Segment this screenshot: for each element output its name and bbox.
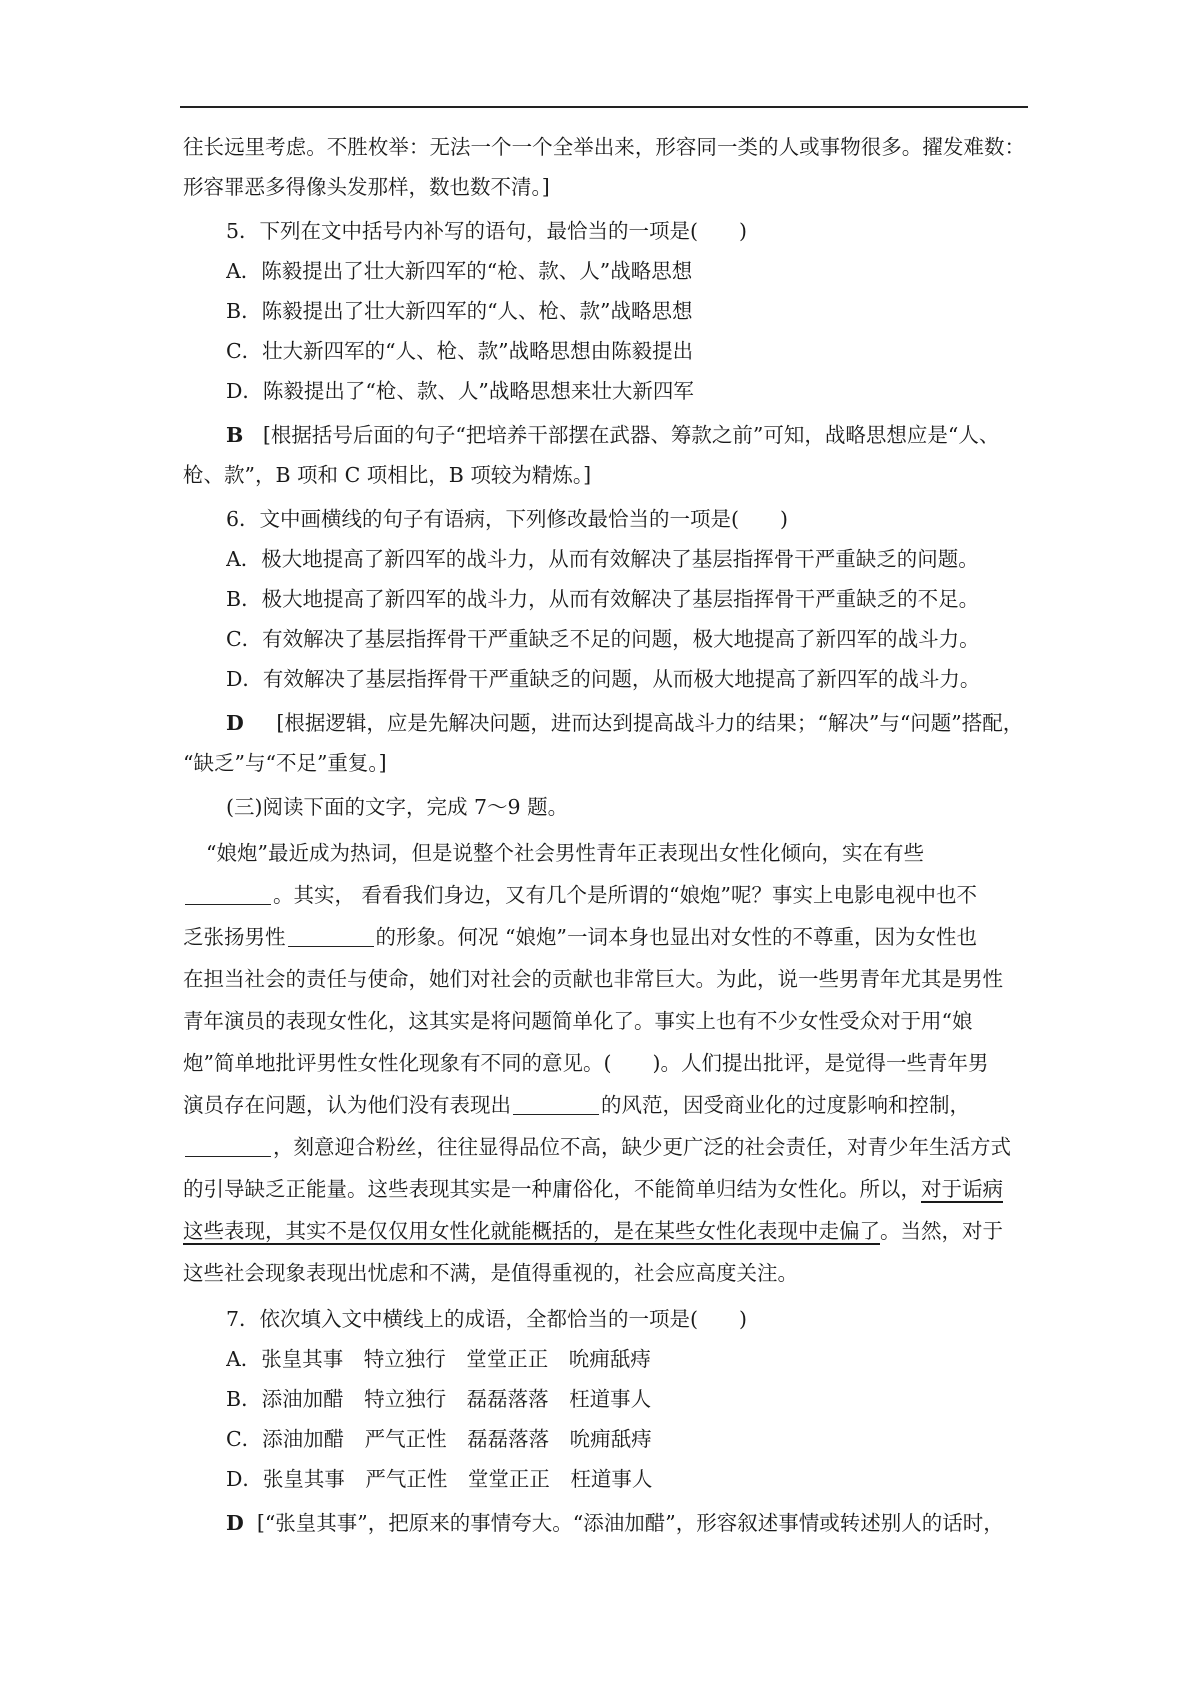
section-heading: (三)阅读下面的文字，完成 7～9 题。 bbox=[226, 795, 569, 819]
question-6: 6．文中画横线的句子有语病，下列修改最恰当的一项是( ) bbox=[226, 507, 789, 531]
passage-line: 。其实， 看看我们身边，又有几个是所谓的“娘炮”呢？事实上电影电视中也不 bbox=[183, 880, 1025, 912]
text-line: 枪、款”，B 项和 C 项相比，B 项较为精炼。] bbox=[183, 463, 592, 487]
passage-line: 演员存在问题，认为他们没有表现出 的风范，因受商业化的过度影响和控制， bbox=[183, 1093, 970, 1117]
header-rule bbox=[180, 106, 1028, 108]
passage-line: 这些表现，其实不是仅仅用女性化就能概括的，是在某些女性化表现中走偏了。当然，对于 bbox=[183, 1219, 1003, 1243]
underlined-sentence: 这些表现，其实不是仅仅用女性化就能概括的，是在某些女性化表现中走偏了 bbox=[183, 1219, 880, 1243]
passage-line: 炮”简单地批评男性女性化现象有不同的意见。( )。人们提出批评，是觉得一些青年男 bbox=[183, 1051, 989, 1075]
text-line: 往长远里考虑。不胜枚举：无法一个一个全举出来，形容同一类的人或事物很多。擢发难数： bbox=[183, 135, 1025, 159]
passage-line: ，刻意迎合粉丝，往往显得品位不高，缺少更广泛的社会责任，对青少年生活方式 bbox=[183, 1132, 1025, 1164]
answer-6 bbox=[226, 708, 1025, 740]
option-5a: A．陈毅提出了壮大新四军的“枪、款、人”战略思想 bbox=[226, 259, 693, 283]
explanation: [根据逻辑，应是先解决问题，进而达到提高战斗力的结果；“解决”与“问题”搭配， bbox=[276, 711, 1024, 735]
option-7d: D．张皇其事 严气正性 堂堂正正 枉道事人 bbox=[226, 1467, 653, 1491]
underlined-sentence: 对于诟病 bbox=[921, 1177, 1003, 1201]
fill-blank bbox=[288, 926, 374, 947]
option-7b: B．添油加醋 特立独行 磊磊落落 枉道事人 bbox=[226, 1387, 652, 1411]
answer-5 bbox=[226, 420, 1025, 452]
option-5c: C．壮大新四军的“人、枪、款”战略思想由陈毅提出 bbox=[226, 339, 694, 363]
answer-letter: D bbox=[226, 711, 244, 735]
question-7: 7．依次填入文中横线上的成语，全都恰当的一项是( ) bbox=[226, 1307, 748, 1331]
answer-7 bbox=[226, 1508, 1025, 1540]
option-6d: D．有效解决了基层指挥骨干严重缺乏的问题，从而极大地提高了新四军的战斗力。 bbox=[226, 667, 981, 691]
option-7a: A．张皇其事 特立独行 堂堂正正 吮痈舐痔 bbox=[226, 1347, 651, 1371]
question-5: 5．下列在文中括号内补写的语句，最恰当的一项是( ) bbox=[226, 219, 748, 243]
answer-letter: D bbox=[226, 1511, 244, 1535]
fill-blank bbox=[185, 1136, 271, 1157]
passage-line: 青年演员的表现女性化，这其实是将问题简单化了。事实上也有不少女性受众对于用“娘 bbox=[183, 1009, 973, 1033]
passage-line: 在担当社会的责任与使命，她们对社会的贡献也非常巨大。为此，说一些男青年尤其是男性 bbox=[183, 967, 1003, 991]
explanation: [根据括号后面的句子“把培养干部摆在武器、筹款之前”可知，战略思想应是“人、 bbox=[262, 423, 1000, 447]
passage-line: 乏张扬男性 的形象。何况 “娘炮”一词本身也显出对女性的不尊重，因为女性也 bbox=[183, 925, 977, 949]
passage-line: 的引导缺乏正能量。这些表现其实是一种庸俗化，不能简单归结为女性化。所以，对于诟病 bbox=[183, 1177, 1003, 1201]
fill-blank bbox=[185, 884, 271, 905]
text-line: “缺乏”与“不足”重复。] bbox=[183, 751, 387, 775]
option-7c: C．添油加醋 严气正性 磊磊落落 吮痈舐痔 bbox=[226, 1427, 652, 1451]
answer-letter: B bbox=[226, 423, 244, 447]
option-6b: B．极大地提高了新四军的战斗力，从而有效解决了基层指挥骨干严重缺乏的不足。 bbox=[226, 587, 980, 611]
option-5b: B．陈毅提出了壮大新四军的“人、枪、款”战略思想 bbox=[226, 299, 693, 323]
explanation: [“张皇其事”，把原来的事情夸大。“添油加醋”，形容叙述事情或转述别人的话时， bbox=[256, 1511, 1004, 1535]
option-6c: C．有效解决了基层指挥骨干严重缺乏不足的问题，极大地提高了新四军的战斗力。 bbox=[226, 627, 980, 651]
passage-line: 这些社会现象表现出忧虑和不满，是值得重视的，社会应高度关注。 bbox=[183, 1261, 798, 1285]
text-line: 形容罪恶多得像头发那样，数也数不清。] bbox=[183, 175, 550, 199]
option-6a: A．极大地提高了新四军的战斗力，从而有效解决了基层指挥骨干严重缺乏的问题。 bbox=[226, 547, 979, 571]
fill-blank bbox=[513, 1094, 599, 1115]
option-5d: D．陈毅提出了“枪、款、人”战略思想来壮大新四军 bbox=[226, 379, 694, 403]
passage-line: “娘炮”最近成为热词，但是说整个社会男性青年正表现出女性化倾向，实在有些 bbox=[206, 841, 924, 865]
